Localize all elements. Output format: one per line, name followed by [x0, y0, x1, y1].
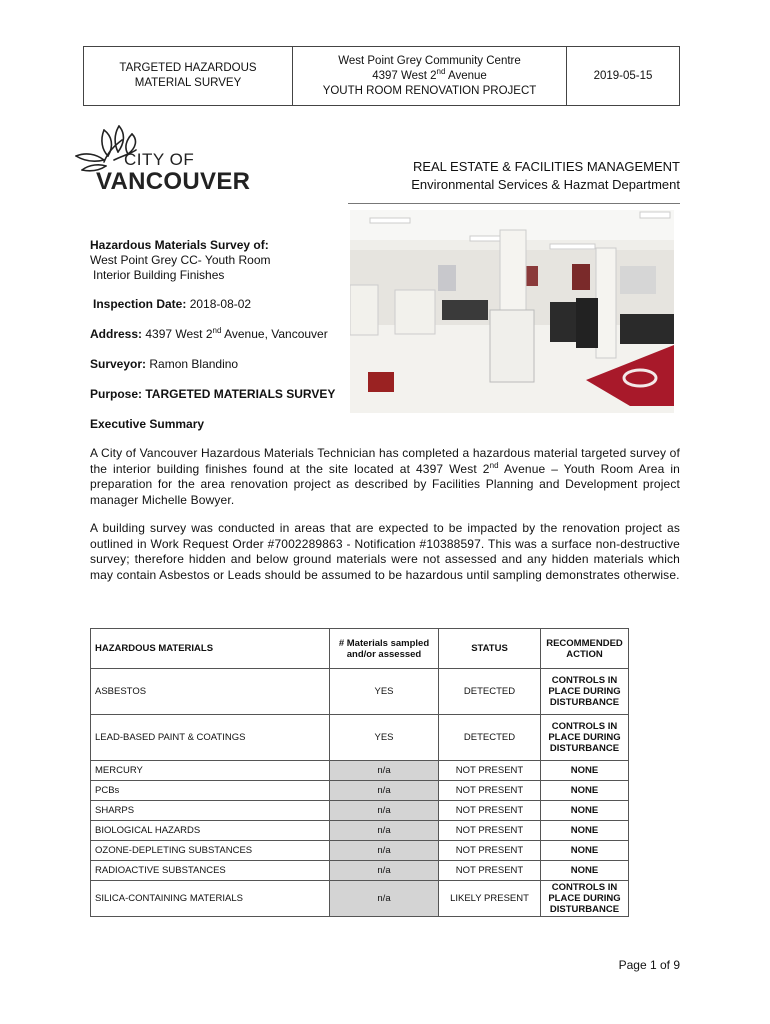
- sampled-cell: n/a: [330, 761, 439, 781]
- status-cell: NOT PRESENT: [439, 761, 541, 781]
- survey-scope: Interior Building Finishes: [93, 268, 225, 282]
- action-cell: NONE: [541, 761, 629, 781]
- material-name-cell: MERCURY: [91, 761, 330, 781]
- action-cell: NONE: [541, 801, 629, 821]
- status-cell: NOT PRESENT: [439, 821, 541, 841]
- material-name-cell: SHARPS: [91, 801, 330, 821]
- youth-room-photo-image: [350, 210, 674, 413]
- header-site-cell: [293, 47, 567, 106]
- table-header-cell: # Materials sampled and/or assessed: [330, 629, 439, 669]
- header-site-name: West Point Grey Community Centre: [338, 54, 521, 67]
- action-cell: NONE: [541, 841, 629, 861]
- surveyor-value: Ramon Blandino: [149, 357, 239, 371]
- action-cell: NONE: [541, 861, 629, 881]
- status-cell: DETECTED: [439, 715, 541, 761]
- table-row: [91, 821, 629, 841]
- action-cell: CONTROLS IN PLACE DURING DISTURBANCE: [541, 881, 629, 917]
- address-value: 4397 West 2nd Avenue, Vancouver: [145, 326, 328, 341]
- header-title-line2: MATERIAL SURVEY: [134, 77, 242, 89]
- purpose-row: [90, 387, 335, 402]
- table-row: [91, 861, 629, 881]
- header-divider: [348, 203, 680, 204]
- status-cell: NOT PRESENT: [439, 781, 541, 801]
- page-number: Page 1 of 9: [618, 958, 680, 972]
- table-row: [91, 761, 629, 781]
- department-block: [411, 158, 680, 194]
- status-cell: NOT PRESENT: [439, 801, 541, 821]
- header-table: [83, 46, 680, 106]
- table-row: [91, 715, 629, 761]
- status-cell: NOT PRESENT: [439, 861, 541, 881]
- purpose-label: Purpose:: [90, 387, 143, 401]
- material-name-cell: ASBESTOS: [91, 669, 330, 715]
- material-name-cell: LEAD-BASED PAINT & COATINGS: [91, 715, 330, 761]
- header-date: 2019-05-15: [593, 69, 653, 82]
- table-row: [91, 841, 629, 861]
- sampled-cell: n/a: [330, 821, 439, 841]
- table-row: [91, 781, 629, 801]
- logo-vancouver: VANCOUVER: [96, 168, 251, 195]
- survey-site: West Point Grey CC- Youth Room: [90, 253, 271, 267]
- surveyor-label: Surveyor:: [90, 357, 147, 371]
- sampled-cell: YES: [330, 715, 439, 761]
- sampled-cell: n/a: [330, 781, 439, 801]
- sampled-cell: n/a: [330, 881, 439, 917]
- address-label: Address:: [90, 327, 143, 341]
- inspection-date-label: Inspection Date:: [93, 297, 187, 311]
- executive-summary-heading: Executive Summary: [90, 417, 205, 431]
- material-name-cell: RADIOACTIVE SUBSTANCES: [91, 861, 330, 881]
- status-cell: LIKELY PRESENT: [439, 881, 541, 917]
- header-date-cell: [567, 47, 680, 106]
- material-name-cell: PCBs: [91, 781, 330, 801]
- department-name: REAL ESTATE & FACILITIES MANAGEMENT: [412, 159, 680, 174]
- sampled-cell: n/a: [330, 801, 439, 821]
- material-name-cell: SILICA-CONTAINING MATERIALS: [91, 881, 330, 917]
- table-header-cell: RECOMMENDED ACTION: [541, 629, 629, 669]
- department-subname: Environmental Services & Hazmat Department: [411, 177, 680, 192]
- table-header-row: [91, 629, 629, 669]
- sampled-cell: YES: [330, 669, 439, 715]
- table-header-cell: STATUS: [439, 629, 541, 669]
- survey-of-block: [90, 238, 271, 283]
- header-title-cell: [84, 47, 293, 106]
- logo-city-of: CITY OF: [124, 150, 195, 169]
- inspection-date-value: 2018-08-02: [189, 297, 252, 311]
- sampled-cell: n/a: [330, 861, 439, 881]
- header-title-line1: TARGETED HAZARDOUS: [119, 62, 257, 74]
- summary-paragraph-2: A building survey was conducted in areas that are expected to be impacted by the renovation project as outlined in Work Request Order #7002289863 - Notification #10388597. This was a surface non-destructive survey; therefore hidden and below ground materials were not assessed and any hidden materials which may contain Asbestos or Leads should be assumed to be hazardous until sampling demonstrates otherwise.: [90, 521, 680, 582]
- summary-paragraph-1: A City of Vancouver Hazardous Materials Technician has completed a hazardous material targeted survey of the interior building finishes found at the site located at 4397 West 2nd Avenue – Youth Room Area in preparation for the area renovation project as described by Facilities Planning and Development project manager Michelle Bowyer.: [90, 446, 680, 507]
- table-row: [91, 801, 629, 821]
- header-project-name: YOUTH ROOM RENOVATION PROJECT: [322, 84, 537, 97]
- action-cell: NONE: [541, 781, 629, 801]
- action-cell: CONTROLS IN PLACE DURING DISTURBANCE: [541, 669, 629, 715]
- status-cell: NOT PRESENT: [439, 841, 541, 861]
- action-cell: NONE: [541, 821, 629, 841]
- youth-room-photo: [350, 210, 674, 413]
- hazardous-materials-table: [90, 628, 629, 917]
- material-name-cell: OZONE-DEPLETING SUBSTANCES: [91, 841, 330, 861]
- sampled-cell: n/a: [330, 841, 439, 861]
- purpose-value: TARGETED MATERIALS SURVEY: [145, 387, 336, 401]
- city-of-vancouver-logo: [74, 122, 249, 197]
- table-row: [91, 881, 629, 917]
- table-header-cell: HAZARDOUS MATERIALS: [91, 629, 330, 669]
- material-name-cell: BIOLOGICAL HAZARDS: [91, 821, 330, 841]
- inspection-date-row: [90, 297, 251, 312]
- status-cell: DETECTED: [439, 669, 541, 715]
- survey-title: Hazardous Materials Survey of:: [90, 238, 269, 252]
- action-cell: CONTROLS IN PLACE DURING DISTURBANCE: [541, 715, 629, 761]
- address-row: [90, 327, 328, 342]
- table-row: [91, 669, 629, 715]
- header-site-address: 4397 West 2nd Avenue: [372, 66, 487, 82]
- surveyor-row: [90, 357, 238, 372]
